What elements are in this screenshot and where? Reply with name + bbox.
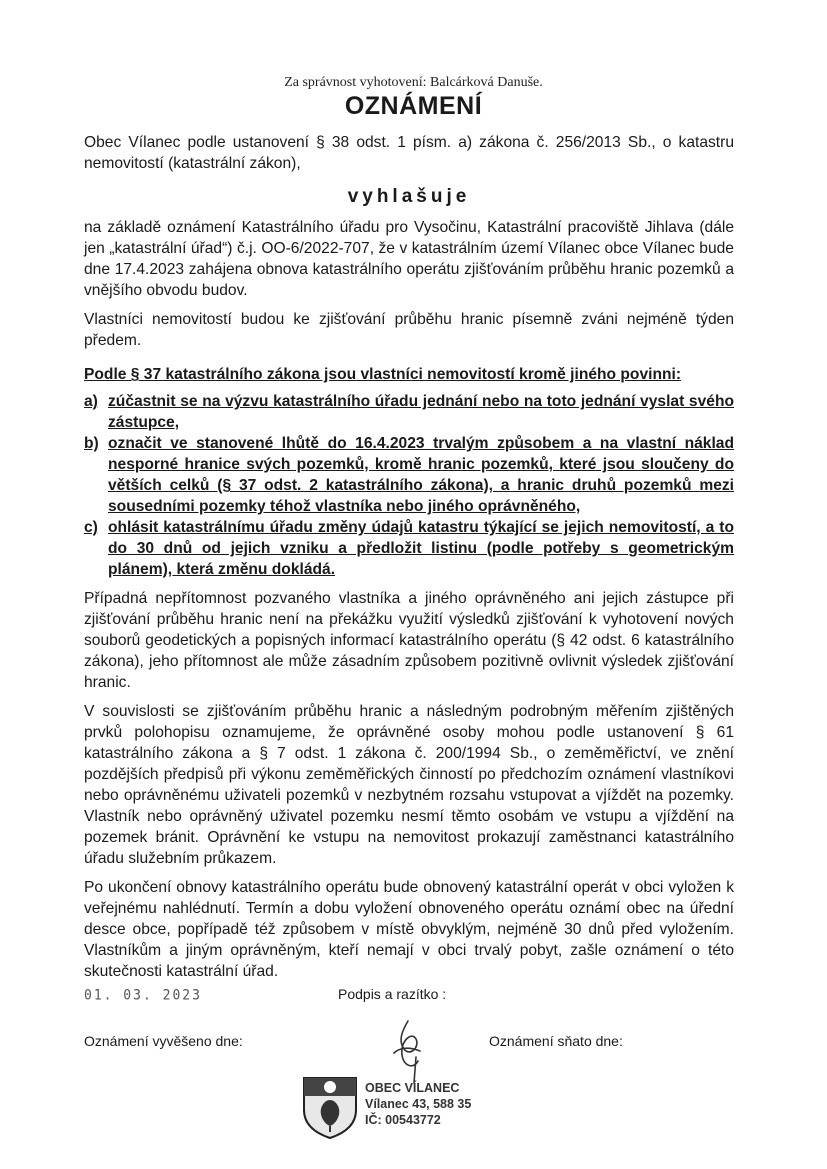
duty-item: [84, 517, 734, 580]
duty-text: zúčastnit se na výzvu katastrálního úřadu jednání nebo na toto jednání vyslat svého zástupce,: [108, 393, 734, 431]
duty-text: označit ve stanovené lhůtě do 16.4.2023 trvalým způsobem a na vlastní náklad nesporné hranice svých pozemků, kromě hranic pozemků, které jsou sloučeny do větších celků (§ 37 odst. 2 katastrálního zákona), a hranic druhů pozemků mezi sousedními pozemky téhož vlastníka nebo jiného oprávněného,: [108, 435, 734, 515]
display-paragraph: Po ukončení obnovy katastrálního operátu bude obnovený katastrální operát v obci vyložen k veřejnému nahlédnutí. Termín a dobu vyložení obnoveného operátu oznámí obec na úřední desce obce, popřípadě též způsobem v místě obvyklým, nejméně 30 dnů před vyložením. Vlastníkům a jiným oprávněným, kteří nemají v obci trvalý pobyt, zašle oznámení o této skutečnosti katastrální úřad.: [84, 879, 734, 980]
duty-letter: c): [84, 519, 98, 536]
stamp-name: OBEC VÍLANEC: [365, 1081, 460, 1095]
handwritten-signature: [380, 1017, 440, 1087]
absence-paragraph: Případná nepřítomnost pozvaného vlastníka a jiného oprávněného ani jejich zástupce při zjišťování průběhu hranic není na překážku využití výsledků zjišťování k vyhotovení nových souborů geodetických a popisných informací katastrálního operátu (§ 42 odst. 6 katastrálního zákona), jeho přítomnost ale může zásadním způsobem pozitivně ovlivnit výsledek zjišťování hranic.: [84, 590, 734, 691]
duty-item: [84, 391, 734, 433]
date-stamp: 01. 03. 2023: [84, 987, 202, 1004]
duty-letter: a): [84, 393, 98, 410]
municipal-emblem-icon: [300, 1072, 360, 1140]
duty-letter: b): [84, 435, 99, 452]
stamp-address: Vílanec 43, 588 35: [365, 1097, 472, 1111]
document-title: OZNÁMENÍ: [344, 92, 483, 120]
access-paragraph: V souvislosti se zjišťováním průběhu hranic a následným podrobným měřením zjištěných prvků polohopisu oznamujeme, že oprávněné osoby mohou podle ustanovení § 61 katastrálního zákona a § 7 odst. 1 zákona č. 200/1994 Sb., o zeměměřictví, ve znění pozdějších předpisů při výkonu zeměměřických činností po předchozím oznámení vlastníkovi nebo oprávněnému uživateli pozemků v nezbytném rozsahu vstupovat a vjíždět na pozemky. Vlastník nebo oprávněný uživatel pozemku nesmí těmto osobám ve vstupu a vjíždění na pozemek bránit. Oprávnění ke vstupu na nemovitost prokazují zaměstnanci katastrálního úřadu služebním průkazem.: [84, 703, 734, 867]
intro-paragraph: Obec Vílanec podle ustanovení § 38 odst. 1 písm. a) zákona č. 256/2013 Sb., o katastru nemovitostí (katastrální zákon),: [84, 134, 734, 172]
invitation-paragraph: Vlastníci nemovitostí budou ke zjišťování průběhu hranic písemně zváni nejméně týden předem.: [84, 311, 734, 349]
duty-item: [84, 433, 734, 517]
announcement-paragraph: na základě oznámení Katastrálního úřadu pro Vysočinu, Katastrální pracoviště Jihlava (dále jen „katastrální úřad“) č.j. OO-6/2022-707, že v katastrálním území Vílanec obce Vílanec bude dne 17.4.2023 zahájena obnova katastrálního operátu zjišťováním průběhu hranic pozemků a vnějšího obvodu budov.: [84, 219, 734, 299]
document-body: [84, 132, 734, 982]
duty-text: ohlásit katastrálnímu úřadu změny údajů katastru týkající se jejich nemovitostí, a to do 30 dnů od jejich vzniku a předložit listinu (podle potřeby s geometrickým plánem), která změnu dokládá.: [108, 519, 734, 578]
removed-date-label: Oznámení sňato dne:: [489, 1033, 623, 1049]
signature-label: Podpis a razítko :: [338, 986, 447, 1002]
official-stamp: [365, 1080, 471, 1128]
duties-heading: Podle § 37 katastrálního zákona jsou vlastníci nemovitostí kromě jiného povinni:: [84, 366, 682, 383]
proclaims-heading: vyhlašuje: [347, 186, 471, 207]
duties-list: [84, 391, 734, 580]
posted-date-label: Oznámení vyvěšeno dne:: [84, 1033, 243, 1049]
verification-note: Za správnost vyhotovení: Balcárková Danuše.: [284, 75, 543, 90]
stamp-id-number: IČ: 00543772: [365, 1113, 441, 1127]
